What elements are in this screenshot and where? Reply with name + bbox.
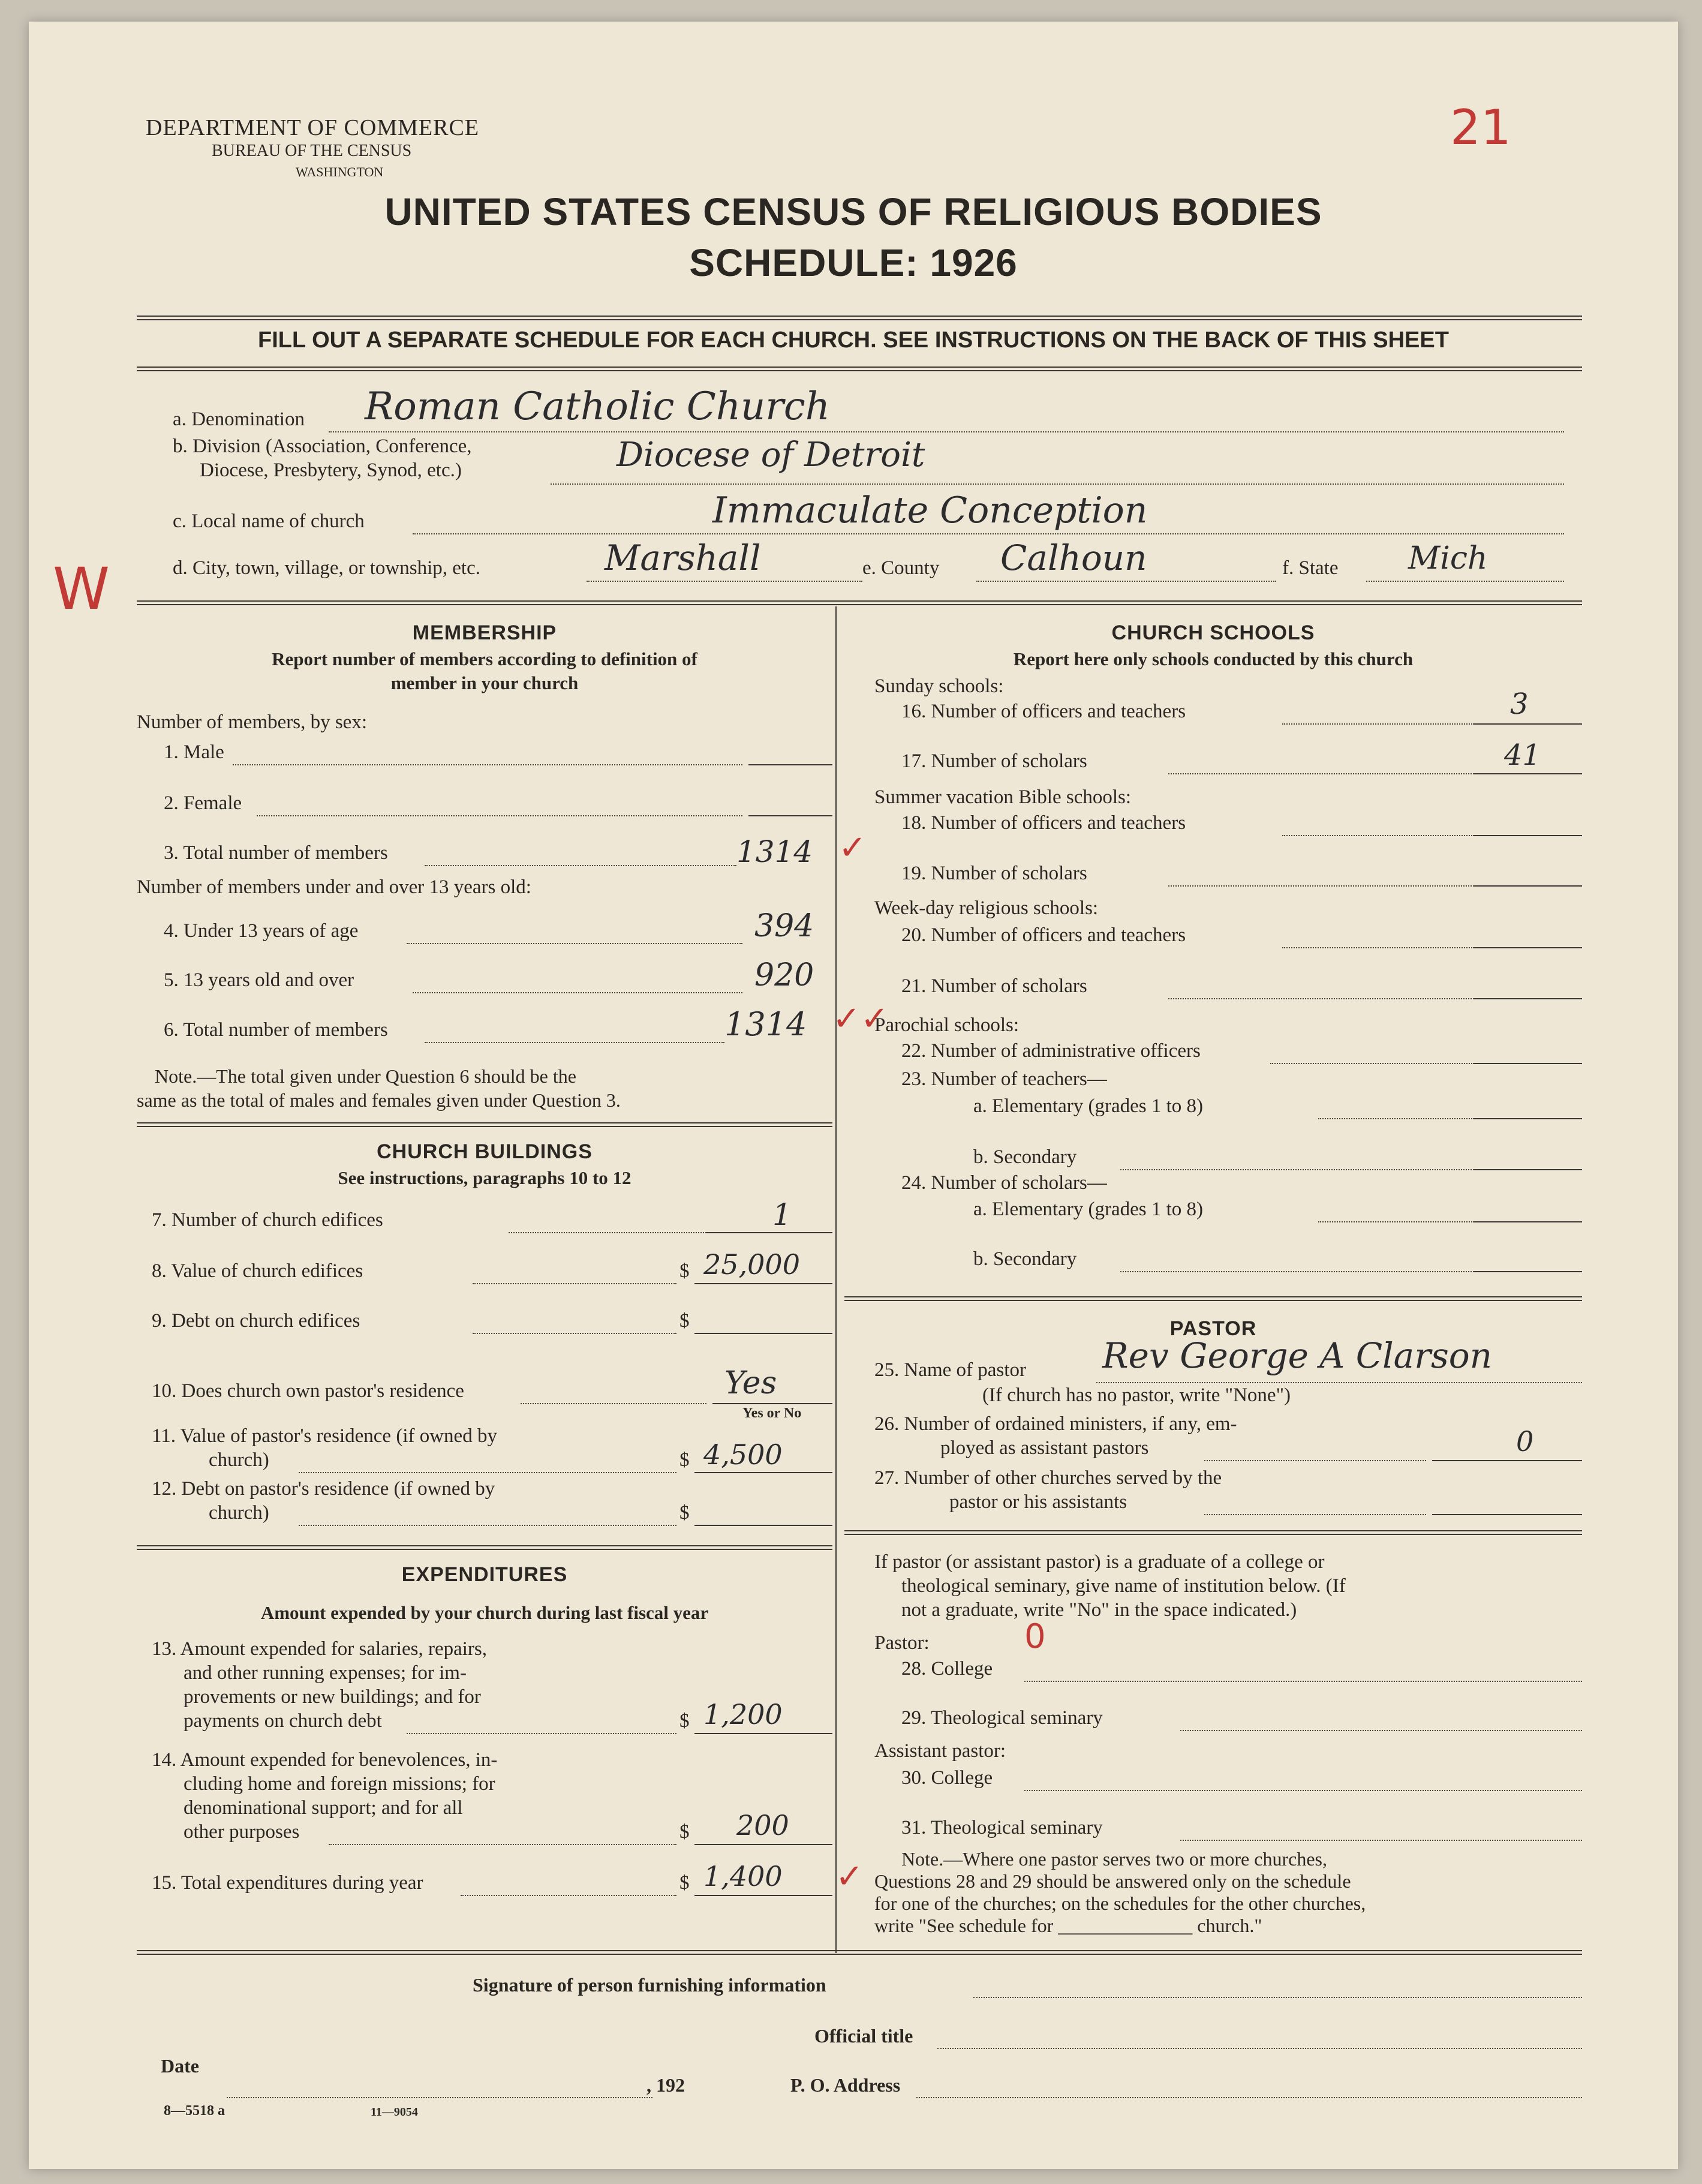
column-divider <box>835 606 837 1953</box>
date-year: , 192 <box>646 2074 685 2096</box>
assistant-ministers-value: 0 <box>1516 1425 1534 1458</box>
residence-debt-label-2: church) <box>209 1502 269 1524</box>
total-expenditures-value: 1,400 <box>703 1860 783 1892</box>
edifice-value-dots <box>473 1283 676 1284</box>
form-title: UNITED STATES CENSUS OF RELIGIOUS BODIES <box>384 190 1322 233</box>
pastor-name-dots <box>1096 1382 1582 1383</box>
sunday-scholars-line <box>1474 773 1582 774</box>
salaries-label: 13. Amount expended for salaries, repairs, <box>152 1638 488 1660</box>
teachers-label: 23. Number of teachers— <box>901 1068 1107 1090</box>
salaries-dots <box>407 1733 676 1734</box>
date-label: Date <box>161 2055 199 2077</box>
members-by-sex-label: Number of members, by sex: <box>137 711 367 733</box>
scholars-label: 24. Number of scholars— <box>901 1172 1107 1194</box>
page-number: 21 <box>1450 100 1511 155</box>
membership-note-2: same as the total of males and females given under Question 3. <box>137 1089 621 1111</box>
salaries-line <box>694 1733 832 1734</box>
total-members-2-value: 1314 <box>724 1005 807 1043</box>
secondary-scholars-dots <box>1120 1271 1474 1272</box>
assistant-seminary-dots <box>1180 1840 1582 1841</box>
under-13-value: 394 <box>754 908 814 944</box>
membership-sub-1: Report number of members according to definition of <box>272 648 697 669</box>
secondary-teachers-line <box>1474 1169 1582 1170</box>
official-title-label: Official title <box>814 2025 913 2047</box>
assistant-pastor-label: Assistant pastor: <box>874 1740 1006 1762</box>
po-address-dots <box>916 2097 1582 2098</box>
denomination-line <box>329 431 1564 432</box>
elementary-scholars-line <box>1474 1221 1582 1222</box>
weekday-scholars-dots <box>1168 998 1474 999</box>
pastor-title: PASTOR <box>1169 1317 1257 1340</box>
pastor-note-2: Questions 28 and 29 should be answered only on the schedule <box>874 1870 1351 1892</box>
residence-debt-dots <box>299 1525 676 1526</box>
check-mark-icon: ✓ <box>838 828 867 867</box>
other-churches-label-2: pastor or his assistants <box>949 1491 1127 1513</box>
city-value: Marshall <box>605 537 761 578</box>
weekday-scholars-label: 21. Number of scholars <box>901 975 1087 997</box>
membership-rule <box>137 1122 832 1127</box>
sunday-teachers-label: 16. Number of officers and teachers <box>901 701 1186 722</box>
dollar-sign: $ <box>679 1310 690 1332</box>
total-members-dots <box>425 865 736 866</box>
city-label: d. City, town, village, or township, etc. <box>173 557 480 579</box>
sunday-teachers-value: 3 <box>1510 687 1529 721</box>
edifices-label: 7. Number of church edifices <box>152 1209 383 1231</box>
check-mark-icon: ✓✓ <box>832 999 889 1038</box>
state-value: Mich <box>1408 540 1488 576</box>
city-line <box>587 581 862 582</box>
schedule-year: SCHEDULE: 1926 <box>689 241 1018 284</box>
sunday-schools-label: Sunday schools: <box>874 675 1004 697</box>
membership-sub-2: member in your church <box>390 672 579 693</box>
sunday-scholars-value: 41 <box>1504 738 1541 772</box>
edifices-value: 1 <box>772 1197 792 1232</box>
form-code: 8—5518 a <box>164 2103 225 2119</box>
buildings-rule <box>137 1545 832 1550</box>
dollar-sign: $ <box>679 1449 690 1471</box>
bureau-name: BUREAU OF THE CENSUS <box>212 142 412 160</box>
assistant-college-dots <box>1024 1790 1582 1791</box>
benevolences-line <box>694 1844 832 1845</box>
residence-debt-line <box>694 1525 832 1526</box>
dollar-sign: $ <box>679 1502 690 1524</box>
county-value: Calhoun <box>1000 537 1147 578</box>
residence-own-dots <box>521 1403 706 1404</box>
signature-label: Signature of person furnishing information <box>473 1974 826 1996</box>
under-13-dots <box>407 943 742 944</box>
date-dots <box>227 2097 652 2098</box>
over-13-label: 5. 13 years old and over <box>164 969 354 991</box>
summer-scholars-dots <box>1168 885 1474 887</box>
county-line <box>976 581 1276 582</box>
graduate-instruction-1: If pastor (or assistant pastor) is a graduate of a college or <box>874 1551 1325 1573</box>
benevolences-label: 14. Amount expended for benevolences, in- <box>152 1749 498 1771</box>
membership-title: MEMBERSHIP <box>412 621 557 644</box>
signature-dots <box>973 1997 1582 1998</box>
denomination-label: a. Denomination <box>173 408 305 430</box>
division-label: b. Division (Association, Conference, <box>173 435 472 457</box>
male-label: 1. Male <box>164 741 224 763</box>
total-expenditures-label: 15. Total expenditures during year <box>152 1872 423 1894</box>
division-label-2: Diocese, Presbytery, Synod, etc.) <box>200 459 462 481</box>
weekday-schools-label: Week-day religious schools: <box>874 897 1099 919</box>
edifice-value-value: 25,000 <box>703 1248 800 1281</box>
yes-no-hint: Yes or No <box>742 1405 802 1421</box>
assistant-seminary-label: 31. Theological seminary <box>901 1817 1103 1838</box>
residence-debt-label: 12. Debt on pastor's residence (if owned by <box>152 1478 495 1500</box>
edifice-value-line <box>694 1283 832 1284</box>
weekday-teachers-line <box>1474 947 1582 948</box>
denomination-value: Roman Catholic Church <box>365 384 830 429</box>
ident-rule <box>137 600 1582 605</box>
female-line <box>748 815 832 816</box>
buildings-title: CHURCH BUILDINGS <box>377 1140 593 1163</box>
total-members-2-label: 6. Total number of members <box>164 1019 388 1041</box>
membership-note-1: Note.—The total given under Question 6 should be the <box>155 1065 576 1087</box>
weekday-teachers-label: 20. Number of officers and teachers <box>901 924 1186 946</box>
assistant-ministers-dots <box>1204 1460 1426 1461</box>
graduate-instruction-3: not a graduate, write "No" in the space indicated.) <box>901 1599 1297 1621</box>
buildings-sub: See instructions, paragraphs 10 to 12 <box>338 1167 632 1188</box>
total-expenditures-dots <box>461 1895 676 1896</box>
under-over-label: Number of members under and over 13 years old: <box>137 876 531 898</box>
benevolences-value: 200 <box>736 1809 789 1841</box>
pastor-name-label: 25. Name of pastor <box>874 1359 1026 1381</box>
total-members-2-dots <box>425 1042 724 1043</box>
official-title-dots <box>937 2048 1582 2049</box>
summer-schools-label: Summer vacation Bible schools: <box>874 786 1132 808</box>
residence-own-label: 10. Does church own pastor's residence <box>152 1380 464 1402</box>
dollar-sign: $ <box>679 1872 690 1894</box>
assistant-ministers-line <box>1432 1460 1582 1461</box>
local-name-label: c. Local name of church <box>173 510 365 532</box>
parochial-schools-label: Parochial schools: <box>874 1014 1020 1036</box>
edifice-debt-dots <box>473 1333 676 1334</box>
salaries-label-2: and other running expenses; for im- <box>184 1662 467 1684</box>
pastor-seminary-dots <box>1180 1730 1582 1731</box>
sunday-teachers-line <box>1474 723 1582 725</box>
dollar-sign: $ <box>679 1710 690 1732</box>
pastor-note-1: Note.—Where one pastor serves two or more churches, <box>901 1848 1327 1870</box>
total-members-value: 1314 <box>736 834 813 869</box>
total-members-label: 3. Total number of members <box>164 842 388 864</box>
admin-officers-dots <box>1270 1063 1474 1064</box>
assistant-college-label: 30. College <box>901 1767 993 1789</box>
bureau-city: WASHINGTON <box>296 164 384 179</box>
pastor-mark: 0 <box>1024 1617 1046 1656</box>
check-mark-icon: ✓ <box>835 1857 864 1896</box>
state-label: f. State <box>1282 557 1339 579</box>
department-name: DEPARTMENT OF COMMERCE <box>146 115 480 140</box>
edifice-value-label: 8. Value of church edifices <box>152 1260 363 1282</box>
weekday-teachers-dots <box>1282 947 1474 948</box>
expenditures-sub: Amount expended by your church during last fiscal year <box>260 1602 709 1623</box>
edifice-debt-label: 9. Debt on church edifices <box>152 1310 360 1332</box>
residence-own-value: Yes <box>724 1365 777 1401</box>
dollar-sign: $ <box>679 1821 690 1843</box>
schools-title: CHURCH SCHOOLS <box>1111 621 1315 644</box>
salaries-label-4: payments on church debt <box>184 1710 382 1732</box>
division-value: Diocese of Detroit <box>617 435 925 474</box>
local-name-value: Immaculate Conception <box>712 489 1148 531</box>
total-expenditures-line <box>694 1895 832 1896</box>
over-13-value: 920 <box>754 957 814 993</box>
pastor-label: Pastor: <box>874 1632 930 1654</box>
pastor-note-3: for one of the churches; on the schedules for the other churches, <box>874 1892 1366 1914</box>
admin-officers-line <box>1474 1063 1582 1064</box>
header-rule-2 <box>137 366 1582 371</box>
pastor-seminary-label: 29. Theological seminary <box>901 1707 1103 1729</box>
admin-officers-label: 22. Number of administrative officers <box>901 1040 1201 1062</box>
graduate-instruction-2: theological seminary, give name of institution below. (If <box>901 1575 1346 1597</box>
benevolences-label-4: other purposes <box>184 1821 300 1843</box>
male-line <box>748 764 832 765</box>
under-13-label: 4. Under 13 years of age <box>164 920 359 942</box>
secondary-scholars-line <box>1474 1271 1582 1272</box>
county-label: e. County <box>862 557 940 579</box>
assistant-ministers-label: 26. Number of ordained ministers, if any, em- <box>874 1413 1237 1435</box>
print-code: 11—9054 <box>371 2105 418 2119</box>
weekday-scholars-line <box>1474 998 1582 999</box>
expenditures-title: EXPENDITURES <box>401 1563 568 1586</box>
elementary-scholars-label: a. Elementary (grades 1 to 8) <box>973 1198 1204 1220</box>
other-churches-line <box>1432 1514 1582 1515</box>
header-instruction: FILL OUT A SEPARATE SCHEDULE FOR EACH CHURCH. SEE INSTRUCTIONS ON THE BACK OF THIS SHEET <box>258 328 1449 353</box>
residence-value-dots <box>299 1472 676 1473</box>
summer-teachers-label: 18. Number of officers and teachers <box>901 812 1186 834</box>
schools-rule <box>844 1296 1582 1301</box>
sunday-scholars-label: 17. Number of scholars <box>901 750 1087 772</box>
benevolences-label-3: denominational support; and for all <box>184 1797 463 1819</box>
salaries-label-3: provements or new buildings; and for <box>184 1686 481 1708</box>
sunday-teachers-dots <box>1282 723 1474 725</box>
residence-value-label-2: church) <box>209 1449 269 1471</box>
elementary-scholars-dots <box>1318 1221 1474 1222</box>
residence-own-line <box>712 1403 832 1404</box>
assistant-ministers-label-2: ployed as assistant pastors <box>940 1437 1149 1459</box>
pastor-note-4: write "See schedule for ______________ church." <box>874 1915 1262 1936</box>
local-name-line <box>413 533 1564 534</box>
secondary-teachers-dots <box>1120 1169 1474 1170</box>
other-churches-label: 27. Number of other churches served by the <box>874 1467 1222 1489</box>
schools-sub: Report here only schools conducted by this church <box>1013 648 1414 669</box>
state-line <box>1366 581 1564 582</box>
pastor-college-label: 28. College <box>901 1658 993 1680</box>
division-line <box>551 483 1564 485</box>
dollar-sign: $ <box>679 1260 690 1282</box>
po-address-label: P. O. Address <box>790 2074 901 2096</box>
bottom-rule <box>137 1950 1582 1955</box>
census-schedule-sheet <box>29 22 1678 2169</box>
salaries-value: 1,200 <box>703 1698 783 1731</box>
summer-scholars-line <box>1474 885 1582 887</box>
edifices-line <box>706 1232 832 1233</box>
residence-value-line <box>694 1472 832 1473</box>
female-label: 2. Female <box>164 792 242 814</box>
benevolences-dots <box>329 1844 676 1845</box>
benevolences-label-2: cluding home and foreign missions; for <box>184 1773 495 1795</box>
edifice-debt-line <box>694 1333 832 1334</box>
residence-value-label: 11. Value of pastor's residence (if owned by <box>152 1425 497 1447</box>
pastor-name-hint: (If church has no pastor, write "None") <box>982 1384 1291 1406</box>
pastor-name-value: Rev George A Clarson <box>1102 1335 1492 1376</box>
over-13-dots <box>413 992 742 993</box>
elementary-teachers-dots <box>1318 1118 1474 1119</box>
residence-value-value: 4,500 <box>703 1438 783 1471</box>
margin-mark: W <box>53 555 110 623</box>
summer-scholars-label: 19. Number of scholars <box>901 863 1087 884</box>
male-dots <box>233 764 742 765</box>
summer-teachers-dots <box>1282 835 1474 836</box>
female-dots <box>257 815 742 816</box>
pastor-rule <box>844 1530 1582 1535</box>
elementary-teachers-line <box>1474 1118 1582 1119</box>
sunday-scholars-dots <box>1168 773 1474 774</box>
elementary-teachers-label: a. Elementary (grades 1 to 8) <box>973 1095 1204 1117</box>
summer-teachers-line <box>1474 835 1582 836</box>
edifices-dots <box>509 1232 706 1233</box>
secondary-scholars-label: b. Secondary <box>973 1248 1077 1270</box>
other-churches-dots <box>1204 1514 1426 1515</box>
secondary-teachers-label: b. Secondary <box>973 1146 1077 1168</box>
header-rule <box>137 316 1582 320</box>
pastor-college-dots <box>1024 1681 1582 1682</box>
